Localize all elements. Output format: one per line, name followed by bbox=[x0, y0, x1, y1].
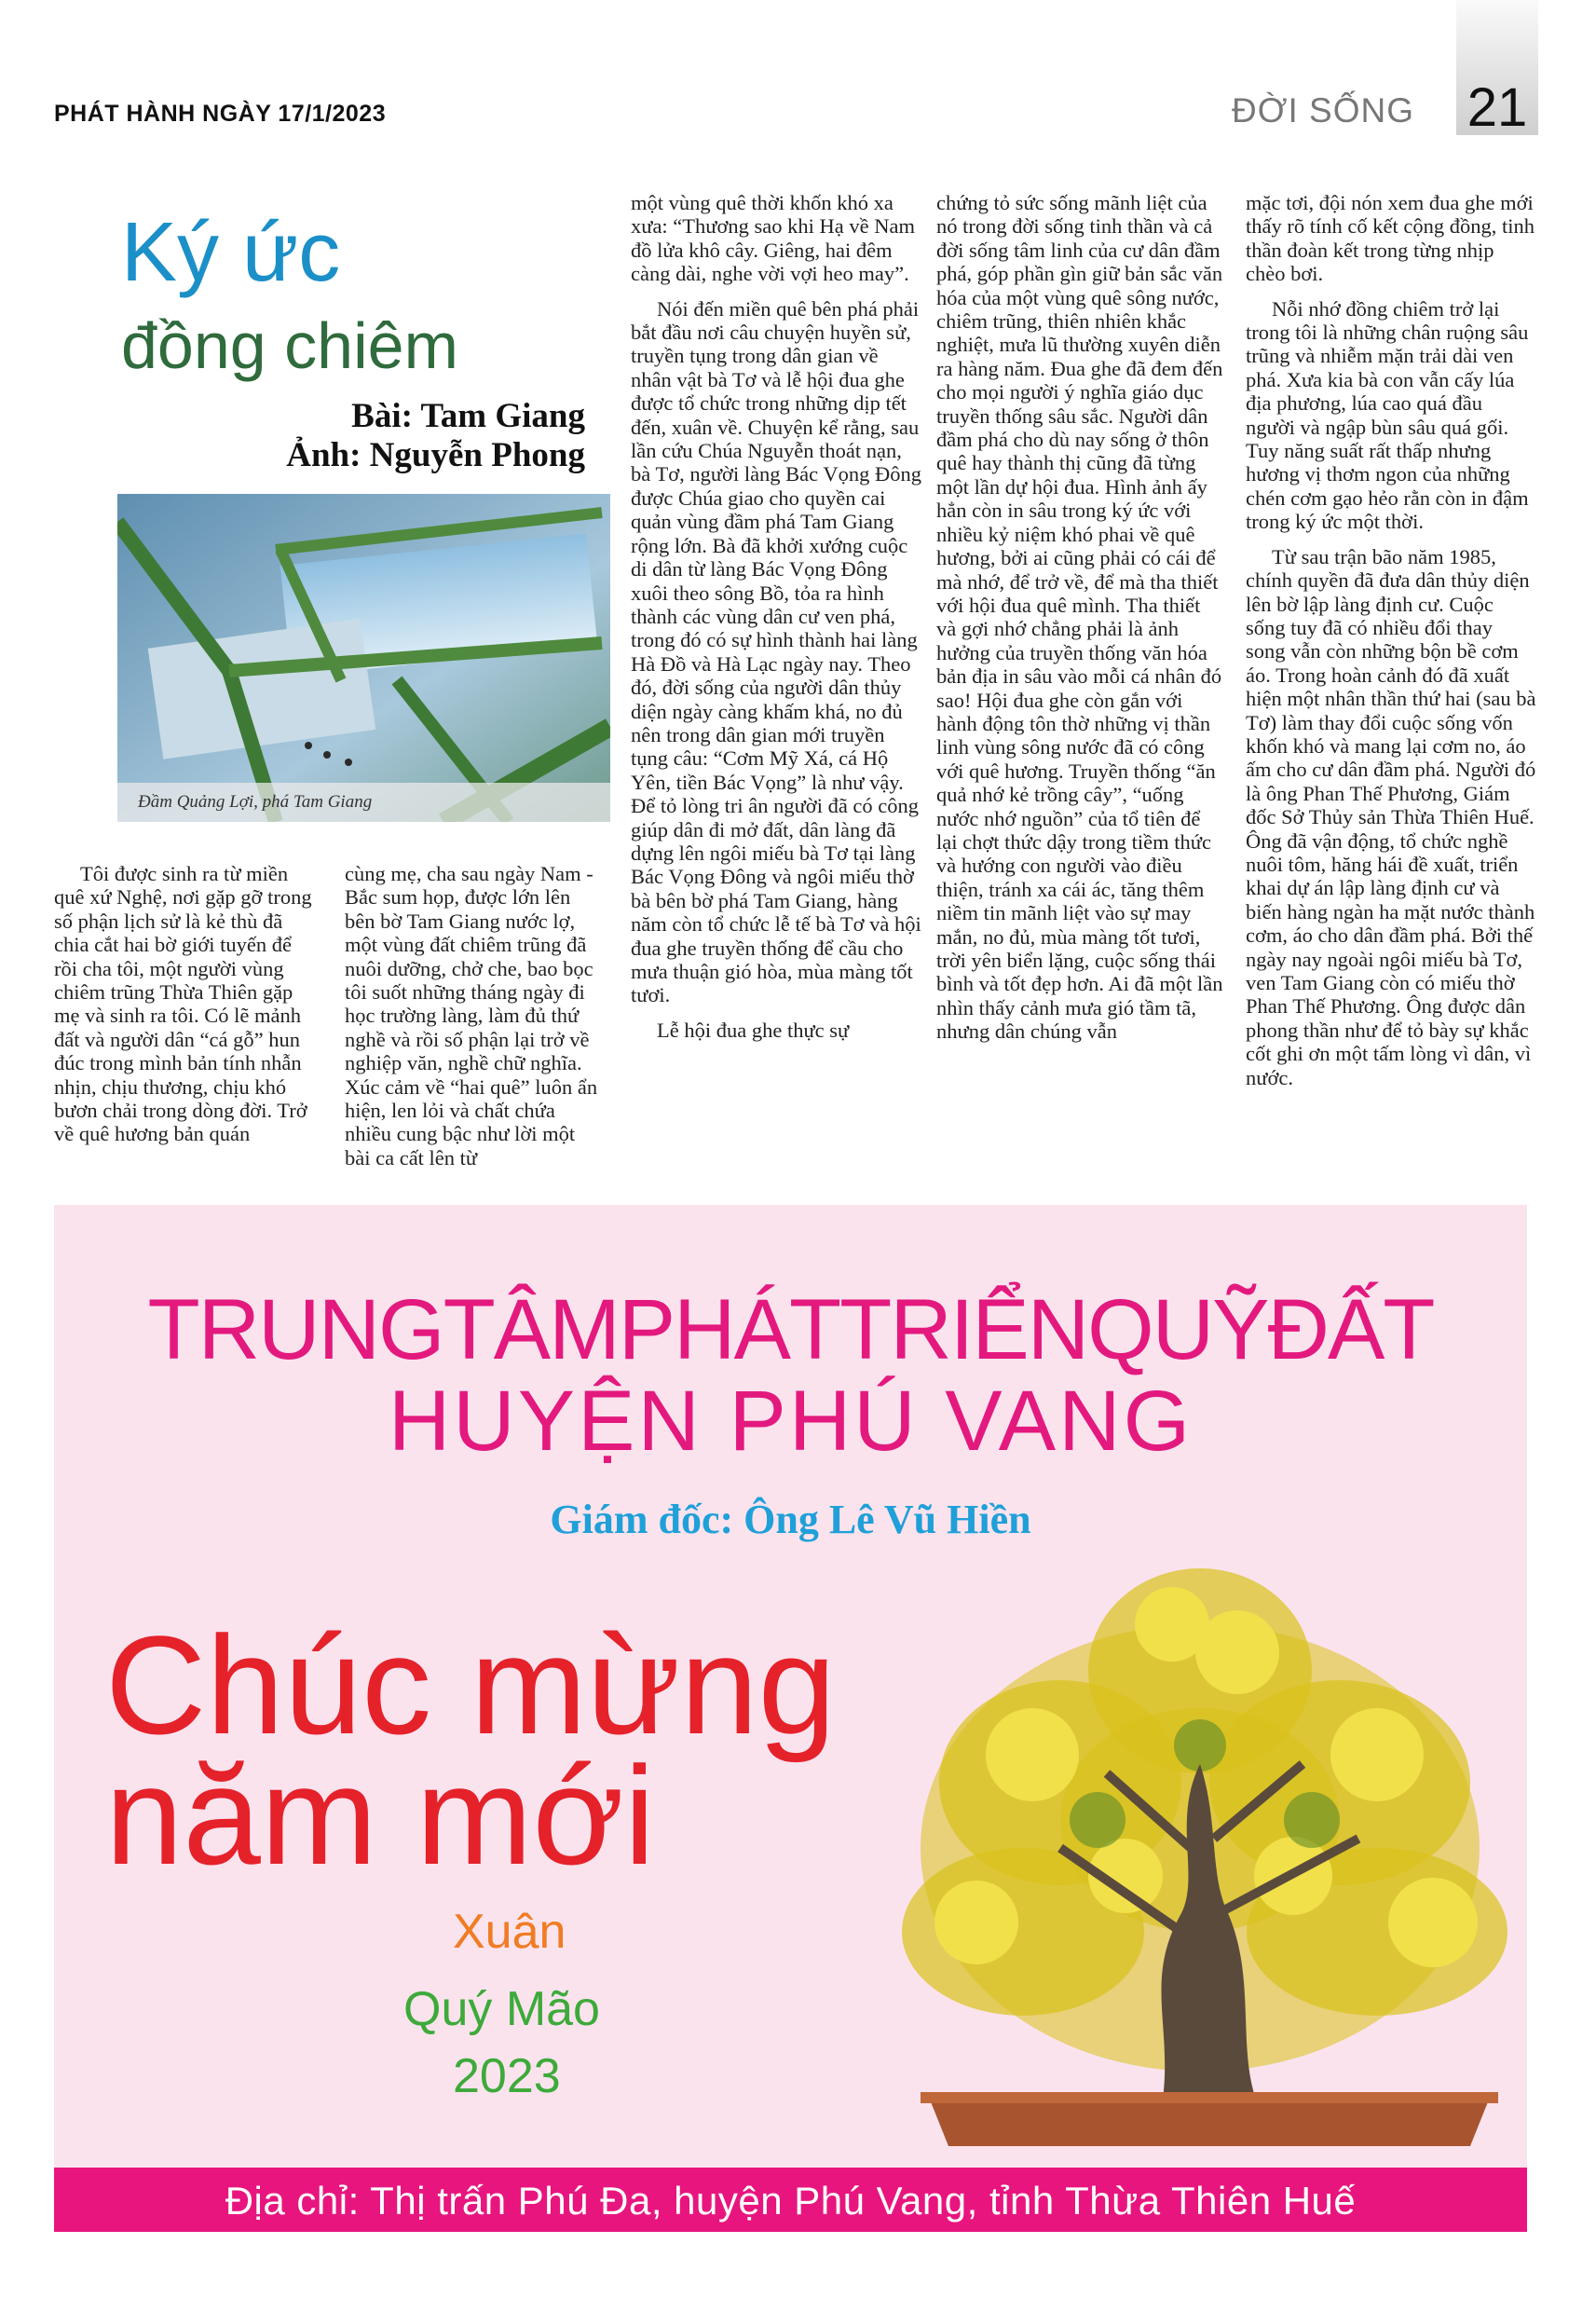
apricot-bonsai-image bbox=[893, 1540, 1527, 2165]
ad-greeting-line2: năm mới bbox=[105, 1737, 656, 1894]
paragraph: Nỗi nhớ đồng chiêm trở lại trong tôi là những chân ruộng sâu trũng và nhiễm mặn trải dài ven phá. Xưa kia bà con vẫn cấy lúa địa phương, lúa cao quá đầu người và ngập bùn sâu quá gối. Tuy năng suất rất thấp nhưng hương vị thơm ngon của những chén cơm gạo hẻo rằn còn in đậm trong ký ức một thời. bbox=[1246, 296, 1529, 534]
page-number: 21 bbox=[1466, 77, 1528, 138]
article-column-1 bbox=[54, 862, 315, 1179]
article-column-5 bbox=[1246, 191, 1536, 1179]
ad-organization-line2: HUYỆN PHÚ VANG bbox=[388, 1374, 1194, 1469]
paragraph: chứng tỏ sức sống mãnh liệt của nó trong đời sống tinh thần và cả đời sống tâm linh của cư dân đầm phá, góp phần gìn giữ bản sắc văn hóa của một vùng quê sông nước, chiêm trũng, thiên nhiên khắc nghiệt, mưa lũ thường xuyên diễn ra hàng năm. Đua ghe đã đem đến cho mọi người ý nghĩa giáo dục truyền thống sâu sắc. Người dân đầm phá cho dù nay sống ở thôn quê hay thành thị cũng đã từng một lần dự hội đua. Hình ảnh ấy hẳn còn in sâu trong ký ức với nhiều kỷ niệm khó phai về quê hương, bởi ai cũng phải có cái để mà nhớ, để trở về, để mà tha thiết với hội đua quê mình. Tha thiết và gợi nhớ chẳng phải là ảnh hưởng của truyền thống văn hóa bản địa in sâu vào mỗi cá nhân đó sao! Hội đua ghe còn gắn với hành động tôn thờ những vị thần linh vùng sông nước đã có công với quê hương. Truyền thống “ăn quả nhớ kẻ trồng cây”, “uống nước nhớ nguồn” của tổ tiên để lại chợt thức dậy trong tiềm thức và hướng con người vào điều thiện, tránh xa cái ác, tăng thêm niềm tin mãnh liệt vào sự may mắn, no đủ, mùa màng tốt tươi, trời yên biển lặng, cuộc sống thái bình và tốt đẹp hơn. Ai đã một lần nhìn thấy cảnh mưa gió tầm tã, nhưng dân chúng vẫn bbox=[936, 191, 1223, 1044]
advertisement bbox=[54, 1205, 1527, 2232]
ad-address: Địa chỉ: Thị trấn Phú Đa, huyện Phú Vang, tỉnh Thừa Thiên Huế bbox=[225, 2179, 1357, 2223]
article-column-2 bbox=[345, 862, 606, 1179]
article-column-3 bbox=[631, 191, 921, 1179]
article-column-4 bbox=[936, 191, 1225, 1179]
photo-caption: Đầm Quảng Lợi, phá Tam Giang bbox=[138, 792, 373, 812]
paragraph: mặc tơi, đội nón xem đua ghe mới thấy rõ tính cố kết cộng đồng, tinh thần đoàn kết trong từng nhịp chèo bơi. bbox=[1246, 191, 1535, 286]
byline-photo: Ảnh: Nguyễn Phong bbox=[286, 436, 585, 474]
article-photo bbox=[117, 494, 610, 822]
section-title: ĐỜI SỐNG bbox=[1232, 91, 1414, 130]
paragraph: Nói đến miền quê bên phá phải bắt đầu nơi câu chuyện huyền sử, truyền tụng trong dân gian về nhân vật bà Tơ và lễ hội đua ghe được tổ chức trong những dịp tết đến, xuân về. Chuyện kể rằng, sau lần cứu Chúa Nguyễn thoát nạn, bà Tơ, người làng Bác Vọng Đông được Chúa giao cho quyền cai quản vùng đầm phá Tam Giang rộng lớn. Bà đã khởi xướng cuộc di dân từ làng Bác Vọng Đông xuôi theo sông Bồ, tỏa ra hình thành các vùng dân cư ven phá, trong đó có sự hình thành hai làng Hà Đồ và Hà Lạc ngày nay. Theo đó, đời sống của người dân thủy diện ngày càng khấm khá, no đủ nên trong dân gian mới truyền tụng câu: “Cơm Mỹ Xá, cá Hộ Yên, tiền Bác Vọng” là như vậy. Để tỏ lòng tri ân người đã có công giúp dân đi mở đất, dân làng đã dựng lên ngôi miếu bà Tơ tại làng Bác Vọng Đông và ngôi miếu thờ bà bên bờ phá Tam Giang, hàng năm còn tổ chức lễ tế bà Tơ và hội đua ghe truyền thống để cầu cho mưa thuận gió hòa, mùa màng tốt tươi. bbox=[631, 296, 921, 1007]
paragraph: Từ sau trận bão năm 1985, chính quyền đã đưa dân thủy diện lên bờ lập làng định cư. Cuộc sống tuy đã có nhiều đổi thay song vẫn còn những bộn bề cơm áo. Trong hoàn cảnh đó đã xuất hiện một nhân thần thứ hai (sau bà Tơ) làm thay đổi cuộc sống vốn khốn khó và mang lại cơm no, áo ấm cho cư dân đầm phá. Người đó là ông Phan Thế Phương, Giám đốc Sở Thủy sản Thừa Thiên Huế. Ông đã vận động, tổ chức nghề nuôi tôm, hăng hái đề xuất, triển khai dự án lập làng định cư và biến hàng ngàn ha mặt nước thành cơm, áo cho dân đầm phá. Bởi thế ngày nay ngoài ngôi miếu bà Tơ, ven Tam Giang còn có miếu thờ Phan Thế Phương. Ông được dân phong thần như để tỏ bày sự khắc cốt ghi ơn một tấm lòng vì dân, vì nước. bbox=[1246, 544, 1536, 1089]
paragraph: cùng mẹ, cha sau ngày Nam - Bắc sum họp, được lớn lên bên bờ Tam Giang nước lợ, một vùng đất chiêm trũng đã nuôi dưỡng, chở che, bao bọc tôi suốt những tháng ngày đi học trường làng, làm đủ thứ nghề và rồi số phận lại trở về nghiệp văn, nghề chữ nghĩa. Xúc cảm về “hai quê” luôn ẩn hiện, len lỏi và chất chứa nhiều cung bậc như lời một bài ca cất lên từ bbox=[345, 862, 598, 1170]
paragraph: Lễ hội đua ghe thực sự bbox=[657, 1018, 850, 1042]
ad-xuan: Xuân bbox=[453, 1905, 566, 1959]
ad-director: Giám đốc: Ông Lê Vũ Hiền bbox=[550, 1497, 1031, 1542]
ad-greeting-line1: Chúc mừng bbox=[105, 1607, 837, 1763]
article-title-line1: Ký ức bbox=[121, 206, 341, 299]
ad-organization-line1: TRUNGTÂMPHÁTTRIỂNQUỸĐẤT bbox=[147, 1282, 1434, 1377]
issue-date: PHÁT HÀNH NGÀY 17/1/2023 bbox=[54, 101, 387, 127]
ad-year-number: 2023 bbox=[453, 2049, 561, 2103]
ad-lunar-year: Quý Mão bbox=[403, 1982, 600, 2036]
article-title-line2: đồng chiêm bbox=[121, 309, 458, 382]
paragraph: một vùng quê thời khốn khó xa xưa: “Thương sao khi Hạ về Nam đồ lửa khô cây. Giêng, hai đêm càng dài, nghe vời vợi heo may”. bbox=[631, 191, 915, 286]
paragraph: Tôi được sinh ra từ miền quê xứ Nghệ, nơi gặp gỡ trong số phận lịch sử là kẻ thù đã chia cắt hai bờ giới tuyến để rồi cha tôi, một người vùng chiêm trũng Thừa Thiên gặp mẹ và sinh ra tôi. Có lẽ mảnh đất và người dân “cá gỗ” hun đúc trong mình bản tính nhẫn nhịn, chịu thương, chịu khó bươn chải trong dòng đời. Trở về quê hương bản quán bbox=[54, 862, 312, 1146]
byline-author: Bài: Tam Giang bbox=[351, 397, 585, 435]
